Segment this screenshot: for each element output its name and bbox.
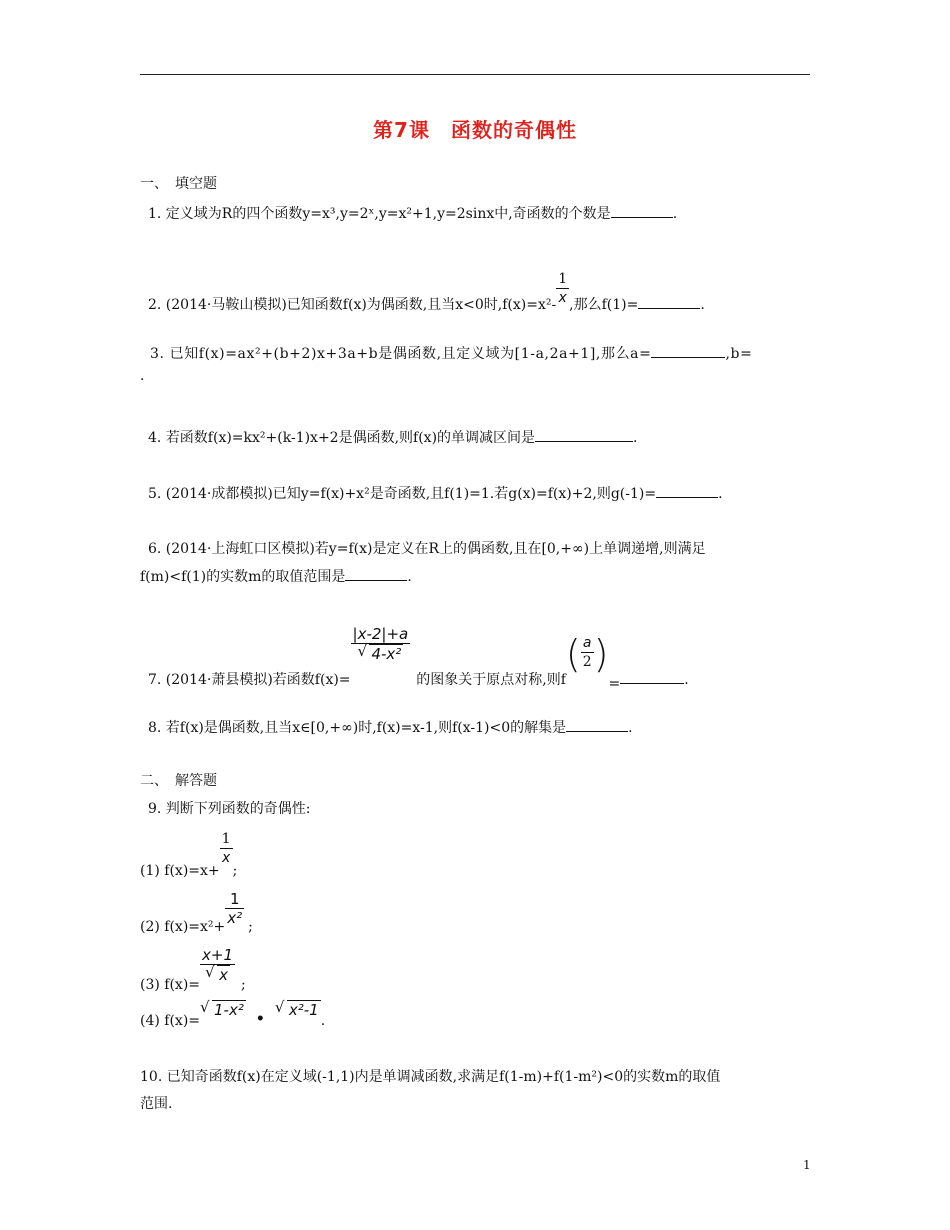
answer-blank bbox=[535, 427, 633, 442]
sqrt-one-minus-x-squared: √ 1-x² bbox=[200, 998, 244, 1019]
fraction-denominator: x bbox=[221, 850, 231, 866]
question-4-text: 4. 若函数f(x)=kx²+(k-1)x+2是偶函数,则f(x)的单调减区间是 bbox=[148, 430, 536, 446]
question-4: 4. 若函数f(x)=kx²+(k-1)x+2是偶函数,则f(x)的单调减区间是 . bbox=[148, 427, 638, 447]
part-3-semicolon: ; bbox=[241, 977, 246, 993]
question-5-text: 5. (2014·成都模拟)已知y=f(x)+x²是奇函数,且f(1)=1.若g(x)=f(x)+2,则g(-1)= bbox=[148, 486, 657, 502]
question-8-text: 8. 若f(x)是偶函数,且当x∈[0,+∞)时,f(x)=x-1,则f(x-1)<0的解集是 bbox=[148, 720, 567, 736]
fraction-1-over-x bbox=[220, 830, 233, 867]
answer-blank bbox=[611, 203, 673, 218]
part-2-text: (2) f(x)=x²+ bbox=[140, 918, 226, 935]
section-fill-in-heading: 一、 填空题 bbox=[140, 176, 217, 192]
fraction-numerator: |x-2|+a bbox=[352, 625, 409, 643]
sqrt-x-squared-minus-one: √ x²-1 bbox=[274, 998, 319, 1019]
answer-blank bbox=[620, 669, 684, 684]
fraction-1-over-x bbox=[556, 270, 569, 307]
question-1: 1. 定义域为R的四个函数y=x³,y=2ˣ,y=x²+1,y=2sinx中,奇函数的个数是 . bbox=[148, 203, 677, 223]
question-2-tail: ,那么f(1)= bbox=[569, 296, 639, 313]
radicand: x²-1 bbox=[288, 1001, 319, 1019]
question-9-part-2 bbox=[140, 882, 253, 935]
section-solution-heading: 二、 解答题 bbox=[140, 773, 217, 789]
question-7: 7. (2014·萧县模拟)若函数f(x)= |x-2|+a √ 4-x² 的图象关于原点对称,则f( $\frac{a}{2}$ )= . bbox=[148, 625, 689, 692]
part-1-semicolon: ; bbox=[232, 862, 238, 879]
radicand: 1-x² bbox=[214, 1001, 244, 1019]
answer-blank-a bbox=[651, 343, 725, 358]
question-2: 2. (2014·马鞍山模拟)已知函数f(x)为偶函数,且当x<0时,f(x)=x²- $\frac{1}{x}$ ,那么f(1)= . bbox=[148, 271, 705, 313]
question-1-text: 1. 定义域为R的四个函数y=x³,y=2ˣ,y=x²+1,y=2sinx中,奇函数的个数是 bbox=[148, 206, 611, 222]
question-7-equals: = bbox=[608, 676, 621, 692]
fraction-numerator: x+1 bbox=[202, 946, 234, 964]
answer-blank bbox=[656, 483, 718, 498]
part-4-period: . bbox=[320, 1013, 326, 1029]
radicand: 4-x² bbox=[371, 645, 402, 663]
fraction-numerator: 1 bbox=[558, 271, 568, 287]
fraction-denominator: x bbox=[558, 290, 567, 306]
sqrt-sign: √ x bbox=[205, 963, 228, 984]
question-9-part-3 bbox=[140, 938, 246, 993]
fraction-numerator: 1 bbox=[221, 831, 231, 847]
answer-blank bbox=[566, 717, 628, 732]
part-2-semicolon: ; bbox=[248, 918, 253, 935]
question-10-line-1: 10. 已知奇函数f(x)在定义域(-1,1)内是单调减函数,求满足f(1-m)+f(1-m²)<0的实数m的取值 bbox=[140, 1069, 721, 1085]
answer-blank bbox=[638, 294, 700, 309]
fraction-numerator: a bbox=[582, 634, 592, 651]
fraction-abs-over-sqrt bbox=[351, 625, 411, 663]
question-2-text: 2. (2014·马鞍山模拟)已知函数f(x)为偶函数,且当x<0时,f(x)=x²- bbox=[148, 296, 557, 313]
page-title: 第7课 函数的奇偶性 bbox=[373, 118, 577, 142]
question-7-mid: 的图象关于原点对称,则f bbox=[416, 672, 566, 688]
question-3 bbox=[150, 343, 752, 363]
question-3-period: . bbox=[140, 368, 145, 384]
question-9-part-4 bbox=[140, 998, 326, 1029]
question-3-text: 3. 已知f(x)=ax²+(b+2)x+3a+b是偶函数,且定义域为[1-a,2a+1],那么a= bbox=[150, 346, 652, 362]
part-3-text: (3) f(x)= bbox=[140, 977, 201, 993]
question-7-text: 7. (2014·萧县模拟)若函数f(x)= bbox=[148, 672, 351, 688]
question-6-line-2: f(m)<f(1)的实数m的取值范围是 . bbox=[140, 566, 412, 586]
question-3-b-label: ,b= bbox=[725, 346, 753, 362]
radicand: x bbox=[219, 966, 228, 984]
header-rule bbox=[140, 74, 810, 75]
question-5: 5. (2014·成都模拟)已知y=f(x)+x²是奇函数,且f(1)=1.若g(x)=f(x)+2,则g(-1)= . bbox=[148, 483, 723, 503]
part-1-text: (1) f(x)=x+ bbox=[140, 862, 220, 879]
question-9-part-1 bbox=[140, 826, 238, 879]
question-8: 8. 若f(x)是偶函数,且当x∈[0,+∞)时,f(x)=x-1,则f(x-1)<0的解集是 . bbox=[148, 717, 633, 737]
question-6-line-1: 6. (2014·上海虹口区模拟)若y=f(x)是定义在R上的偶函数,且在[0,+∞)上单调递增,则满足 bbox=[148, 541, 706, 557]
question-6-text: f(m)<f(1)的实数m的取值范围是 bbox=[140, 569, 346, 585]
fraction-x-plus-1-over-sqrt-x bbox=[200, 946, 235, 984]
question-9: 9. 判断下列函数的奇偶性: bbox=[148, 801, 311, 817]
part-4-text: (4) f(x)= bbox=[140, 1013, 201, 1029]
question-10-line-2: 范围. bbox=[140, 1096, 173, 1112]
answer-blank bbox=[345, 566, 407, 581]
fraction-1-over-x-squared bbox=[225, 890, 244, 927]
fraction-numerator: 1 bbox=[229, 890, 240, 908]
fraction-a-over-2 bbox=[581, 634, 594, 671]
fraction-denominator: 2 bbox=[582, 653, 592, 670]
fraction-denominator: x² bbox=[227, 909, 243, 927]
page-number: 1 bbox=[803, 1158, 811, 1172]
multiply-dot: • bbox=[255, 1011, 265, 1027]
sqrt-sign: √ 4-x² bbox=[357, 642, 402, 663]
